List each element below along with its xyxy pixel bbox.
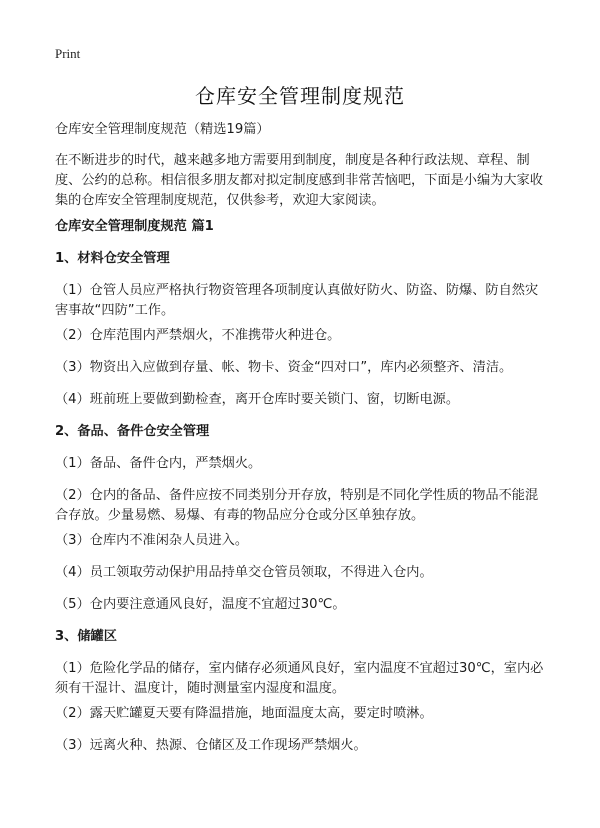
print-label: Print bbox=[55, 46, 81, 61]
list-item: （2）仓库范围内严禁烟火，不准携带火种进仓。 bbox=[55, 328, 341, 343]
list-item: （3）仓库内不准闲杂人员进入。 bbox=[55, 533, 249, 548]
list-item: （1）备品、备件仓内，严禁烟火。 bbox=[55, 456, 262, 471]
section-heading: 仓库安全管理制度规范 篇1 bbox=[55, 219, 214, 234]
list-item: （2）露天贮罐夏天要有降温措施，地面温度太高，要定时喷淋。 bbox=[55, 706, 433, 721]
list-item: （5）仓内要注意通风良好，温度不宜超过30℃。 bbox=[55, 597, 346, 612]
list-item: （2）仓内的备品、备件应按不同类别分开存放，特别是不同化学性质的物品不能混合存放。少量易燃、易爆、有毒的物品应分仓或分区单独存放。 bbox=[55, 488, 539, 523]
intro-paragraph: 在不断进步的时代，越来越多地方需要用到制度，制度是各种行政法规、章程、制度、公约的总称。相信很多朋友都对拟定制度感到非常苦恼吧，下面是小编为大家收集的仓库安全管理制度规范，仅供参考，欢迎大家阅读。 bbox=[55, 153, 543, 208]
subsection-heading-2: 2、备品、备件仓安全管理 bbox=[55, 424, 210, 439]
subsection-heading-1: 1、材料仓安全管理 bbox=[55, 251, 170, 266]
document-subtitle: 仓库安全管理制度规范（精选19篇） bbox=[55, 122, 270, 137]
list-item: （1）仓管人员应严格执行物资管理各项制度认真做好防火、防盗、防爆、防自然灾害事故“四防”工作。 bbox=[55, 283, 539, 318]
document-title: 仓库安全管理制度规范 bbox=[195, 84, 405, 108]
list-item: （4）员工领取劳动保护用品持单交仓管员领取，不得进入仓内。 bbox=[55, 565, 433, 580]
list-item: （1）危险化学品的储存，室内储存必须通风良好，室内温度不宜超过30℃，室内必须有干湿计、温度计，随时测量室内湿度和温度。 bbox=[55, 661, 544, 696]
list-item: （4）班前班上要做到勤检查，离开仓库时要关锁门、窗，切断电源。 bbox=[55, 392, 460, 407]
list-item: （3）物资出入应做到存量、帐、物卡、资金“四对口”，库内必须整齐、清洁。 bbox=[55, 360, 513, 375]
subsection-heading-3: 3、储罐区 bbox=[55, 629, 117, 644]
list-item: （3）远离火种、热源、仓储区及工作现场严禁烟火。 bbox=[55, 738, 367, 753]
